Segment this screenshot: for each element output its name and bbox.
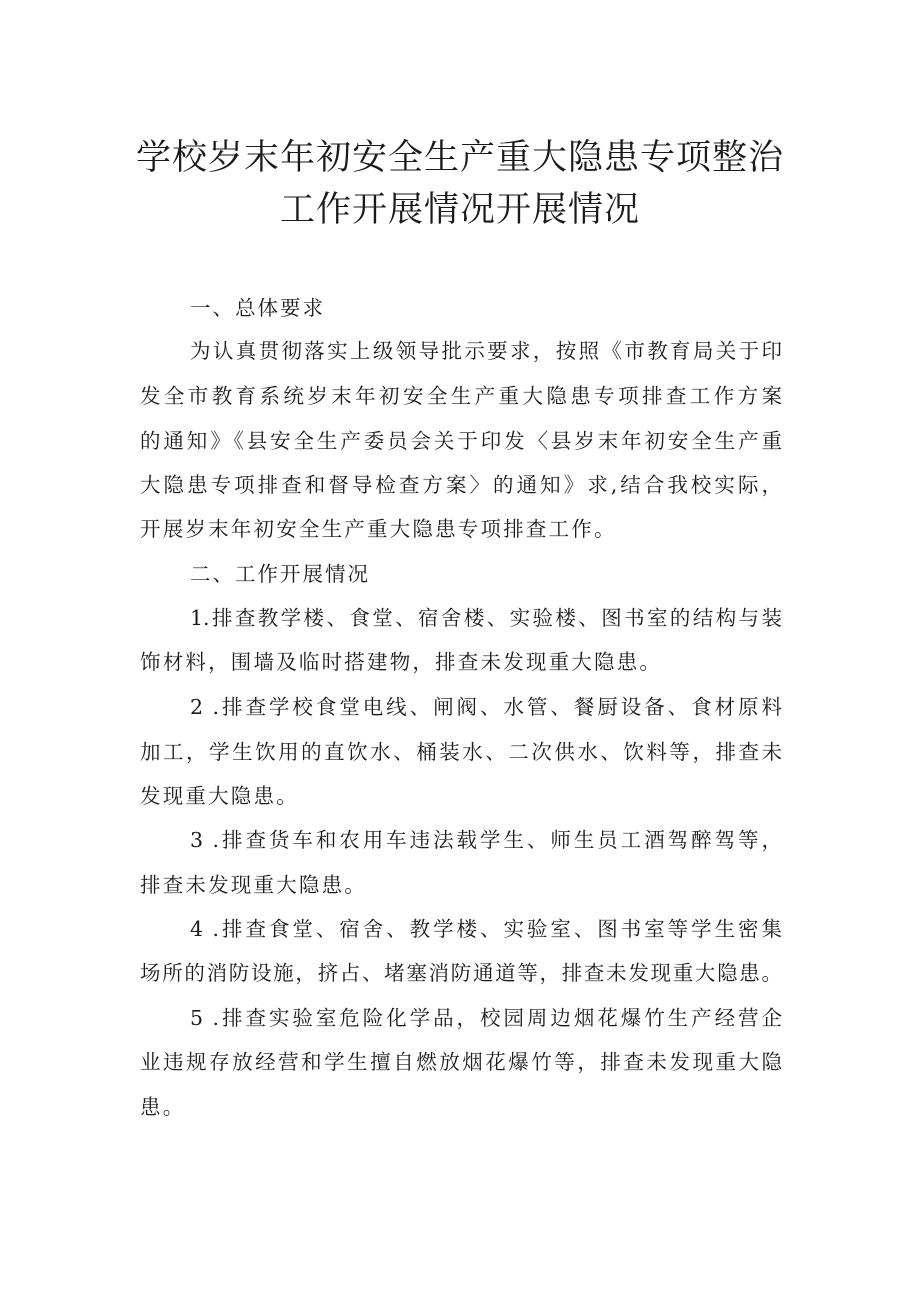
list-item-5-line: 患。: [140, 1095, 186, 1119]
list-item-2-line: 发现重大隐患。: [140, 784, 299, 808]
document-title-line-1: 学校岁末年初安全生产重大隐患专项整治: [135, 138, 784, 178]
list-item-5-line: 业违规存放经营和学生擅自燃放烟花爆竹等，排查未发现重大隐: [140, 1050, 782, 1074]
list-item-5-line: 5 .排查实验室危险化学品，校园周边烟花爆竹生产经营企: [190, 1006, 782, 1030]
list-item-3-line: 3 .排查货车和农用车违法载学生、师生员工酒驾醉驾等，: [190, 828, 782, 852]
paragraph-line: 大隐患专项排查和督导检查方案〉的通知》求,结合我校实际，: [140, 473, 782, 497]
paragraph-line: 发全市教育系统岁末年初安全生产重大隐患专项排查工作方案: [140, 384, 782, 408]
list-item-2-line: 加工，学生饮用的直饮水、桶装水、二次供水、饮料等，排查未: [140, 740, 782, 764]
document-title-line-2: 工作开展情况开展情况: [279, 190, 640, 230]
list-item-1-line: 1.排查教学楼、食堂、宿舍楼、实验楼、图书室的结构与装: [190, 606, 782, 630]
paragraph-line: 为认真贯彻落实上级领导批示要求，按照《市教育局关于印: [190, 339, 782, 363]
paragraph-line: 的通知》《县安全生产委员会关于印发〈县岁末年初安全生产重: [140, 429, 782, 453]
list-item-1-line: 饰材料，围墙及临时搭建物，排查未发现重大隐患。: [140, 650, 663, 674]
section-heading-general-requirements: 一、总体要求: [190, 296, 325, 320]
section-heading-work-progress: 二、工作开展情况: [190, 562, 370, 586]
paragraph-line: 开展岁末年初安全生产重大隐患专项排查工作。: [140, 517, 617, 541]
list-item-4-line: 场所的消防设施，挤占、堵塞消防通道等，排查未发现重大隐患。: [140, 961, 782, 985]
list-item-2-line: 2 .排查学校食堂电线、闸阀、水管、餐厨设备、食材原料: [190, 695, 782, 719]
list-item-4-line: 4 .排查食堂、宿舍、教学楼、实验室、图书室等学生密集: [190, 917, 782, 941]
list-item-3-line: 排查未发现重大隐患。: [140, 873, 367, 897]
